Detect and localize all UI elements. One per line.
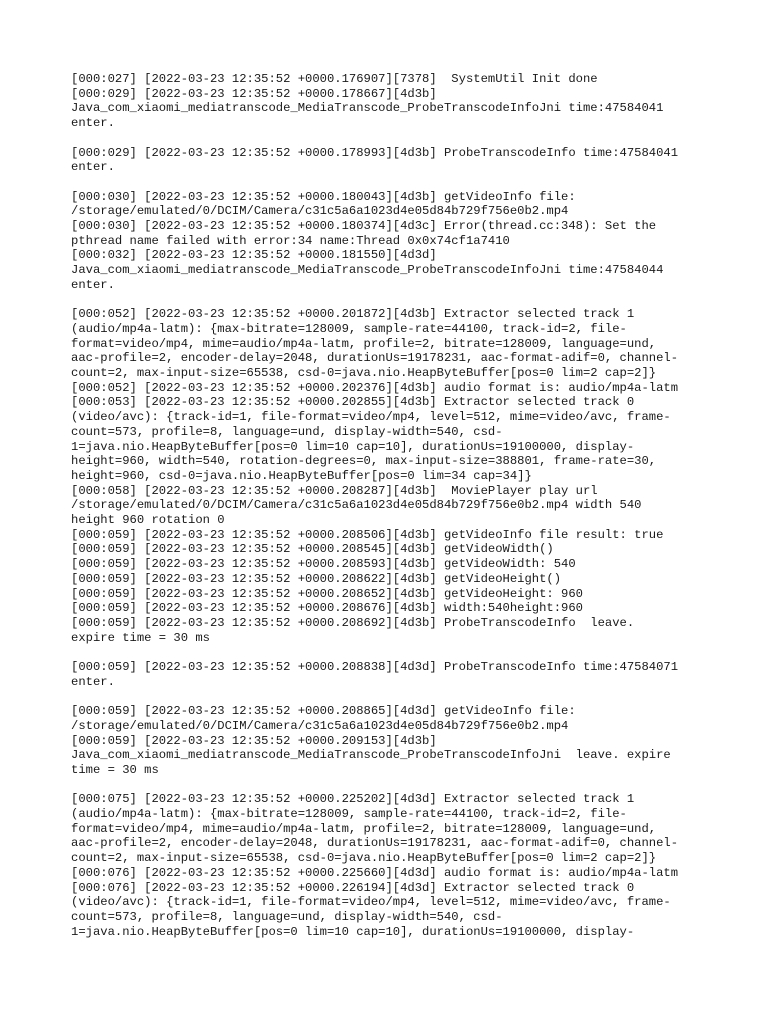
log-line: (video/avc): {track-id=1, file-format=video/mp4, level=512, mime=video/avc, frame- [71, 895, 671, 910]
log-line: [000:052] [2022-03-23 12:35:52 +0000.202376][4d3b] audio format is: audio/mp4a-latm [71, 380, 679, 395]
log-entry-block [71, 660, 711, 689]
log-line: Java_com_xiaomi_mediatranscode_MediaTranscode_ProbeTranscodeInfoJni leave. expire [71, 748, 671, 763]
log-line: aac-profile=2, encoder-delay=2048, durationUs=19178231, aac-format-adif=0, channel- [71, 351, 679, 366]
log-line: Java_com_xiaomi_mediatranscode_MediaTranscode_ProbeTranscodeInfoJni time:47584044 [71, 263, 664, 278]
log-line: [000:076] [2022-03-23 12:35:52 +0000.225660][4d3d] audio format is: audio/mp4a-latm [71, 865, 679, 880]
log-line: count=2, max-input-size=65538, csd-0=java.nio.HeapByteBuffer[pos=0 lim=2 cap=2]} [71, 366, 657, 381]
log-line: count=2, max-input-size=65538, csd-0=java.nio.HeapByteBuffer[pos=0 lim=2 cap=2]} [71, 851, 657, 866]
log-line: expire time = 30 ms [71, 630, 210, 645]
log-line: aac-profile=2, encoder-delay=2048, durationUs=19178231, aac-format-adif=0, channel- [71, 836, 679, 851]
log-line: enter. [71, 160, 115, 175]
log-line: height=960, csd-0=java.nio.HeapByteBuffer[pos=0 lim=34 cap=34]} [71, 468, 532, 483]
log-line: [000:059] [2022-03-23 12:35:52 +0000.208652][4d3b] getVideoHeight: 960 [71, 586, 583, 601]
log-line: [000:052] [2022-03-23 12:35:52 +0000.201872][4d3b] Extractor selected track 1 [71, 307, 635, 322]
log-entry-block [71, 72, 711, 131]
log-line: count=573, profile=8, language=und, display-width=540, csd- [71, 909, 503, 924]
log-line: [000:059] [2022-03-23 12:35:52 +0000.208838][4d3d] ProbeTranscodeInfo time:47584071 [71, 660, 679, 675]
log-line: [000:075] [2022-03-23 12:35:52 +0000.225202][4d3d] Extractor selected track 1 [71, 792, 635, 807]
log-line: (video/avc): {track-id=1, file-format=video/mp4, level=512, mime=video/avc, frame- [71, 410, 671, 425]
log-line: [000:029] [2022-03-23 12:35:52 +0000.178993][4d3b] ProbeTranscodeInfo time:47584041 [71, 145, 679, 160]
log-line: [000:032] [2022-03-23 12:35:52 +0000.181550][4d3d] [71, 248, 437, 263]
log-line: 1=java.nio.HeapByteBuffer[pos=0 lim=10 cap=10], durationUs=19100000, display- [71, 924, 635, 939]
log-line: Java_com_xiaomi_mediatranscode_MediaTranscode_ProbeTranscodeInfoJni time:47584041 [71, 101, 664, 116]
log-line: enter. [71, 277, 115, 292]
log-line: [000:030] [2022-03-23 12:35:52 +0000.180043][4d3b] getVideoInfo file: [71, 189, 576, 204]
log-line: height=960, width=540, rotation-degrees=0, max-input-size=388801, frame-rate=30, [71, 454, 657, 469]
log-line: [000:059] [2022-03-23 12:35:52 +0000.209153][4d3b] [71, 733, 437, 748]
log-line: 1=java.nio.HeapByteBuffer[pos=0 lim=10 cap=10], durationUs=19100000, display- [71, 439, 635, 454]
log-line: /storage/emulated/0/DCIM/Camera/c31c5a6a1023d4e05d84b729f756e0b2.mp4 [71, 718, 569, 733]
log-line: [000:076] [2022-03-23 12:35:52 +0000.226194][4d3d] Extractor selected track 0 [71, 880, 635, 895]
log-line: enter. [71, 116, 115, 131]
log-document [71, 72, 711, 954]
log-entry-block [71, 190, 711, 293]
log-line: format=video/mp4, mime=audio/mp4a-latm, profile=2, bitrate=128009, language=und, [71, 821, 657, 836]
log-entry-block [71, 146, 711, 175]
log-line: [000:059] [2022-03-23 12:35:52 +0000.208506][4d3b] getVideoInfo file result: true [71, 527, 664, 542]
log-line: [000:058] [2022-03-23 12:35:52 +0000.208287][4d3b] MoviePlayer play url [71, 483, 598, 498]
log-entry-block [71, 704, 711, 778]
log-line: [000:029] [2022-03-23 12:35:52 +0000.178667][4d3b] [71, 86, 437, 101]
log-line: format=video/mp4, mime=audio/mp4a-latm, profile=2, bitrate=128009, language=und, [71, 336, 657, 351]
log-line: (audio/mp4a-latm): {max-bitrate=128009, sample-rate=44100, track-id=2, file- [71, 321, 627, 336]
log-line: height 960 rotation 0 [71, 513, 225, 528]
log-line: enter. [71, 674, 115, 689]
log-line: /storage/emulated/0/DCIM/Camera/c31c5a6a1023d4e05d84b729f756e0b2.mp4 [71, 204, 569, 219]
log-line: [000:030] [2022-03-23 12:35:52 +0000.180374][4d3c] Error(thread.cc:348): Set the [71, 219, 657, 233]
log-line: time = 30 ms [71, 762, 159, 777]
log-line: [000:059] [2022-03-23 12:35:52 +0000.208676][4d3b] width:540height:960 [71, 601, 583, 616]
log-entry-block [71, 792, 711, 939]
log-line: (audio/mp4a-latm): {max-bitrate=128009, sample-rate=44100, track-id=2, file- [71, 807, 627, 822]
log-line: [000:059] [2022-03-23 12:35:52 +0000.208545][4d3b] getVideoWidth() [71, 542, 554, 557]
log-entry-block [71, 307, 711, 645]
log-line: [000:059] [2022-03-23 12:35:52 +0000.208622][4d3b] getVideoHeight() [71, 571, 562, 586]
log-line: [000:059] [2022-03-23 12:35:52 +0000.208692][4d3b] ProbeTranscodeInfo leave. [71, 615, 635, 630]
log-line: [000:059] [2022-03-23 12:35:52 +0000.208865][4d3d] getVideoInfo file: [71, 704, 576, 719]
log-line: [000:027] [2022-03-23 12:35:52 +0000.176907][7378] SystemUtil Init done [71, 72, 598, 86]
log-line: [000:059] [2022-03-23 12:35:52 +0000.208593][4d3b] getVideoWidth: 540 [71, 557, 576, 572]
log-line: [000:053] [2022-03-23 12:35:52 +0000.202855][4d3b] Extractor selected track 0 [71, 395, 635, 410]
log-line: count=573, profile=8, language=und, display-width=540, csd- [71, 424, 503, 439]
log-line: /storage/emulated/0/DCIM/Camera/c31c5a6a1023d4e05d84b729f756e0b2.mp4 width 540 [71, 498, 642, 513]
log-line: pthread name failed with error:34 name:Thread 0x0x74cf1a7410 [71, 233, 510, 248]
